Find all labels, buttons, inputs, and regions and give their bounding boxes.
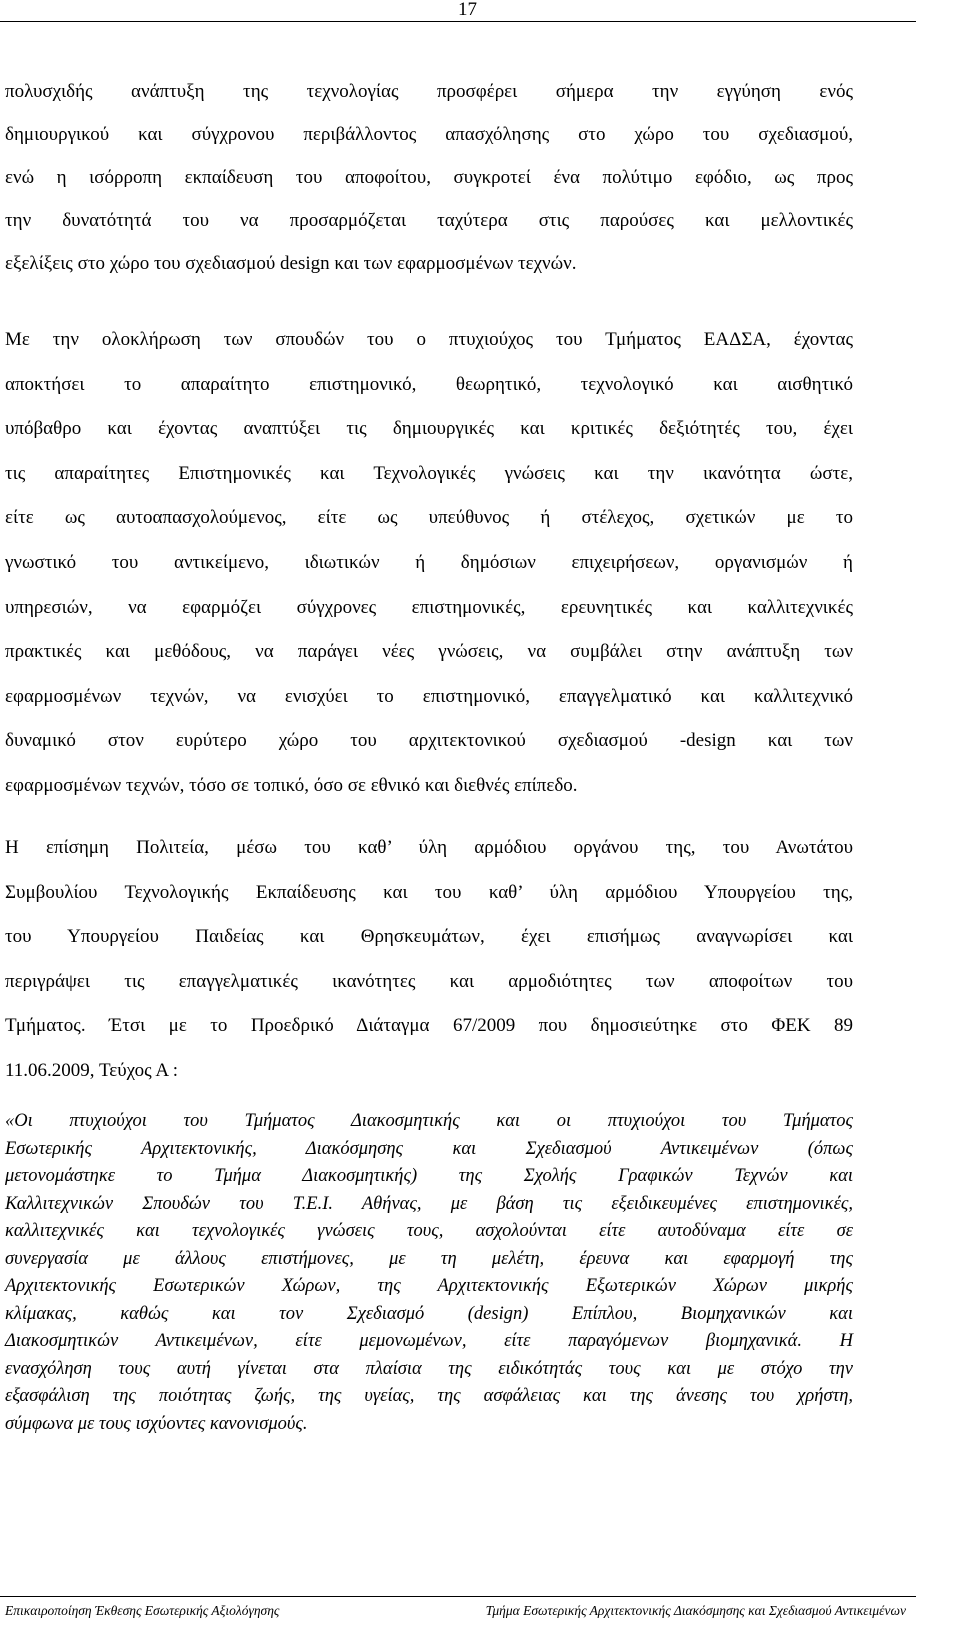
- text-line: Με την ολοκλήρωση των σπουδών του ο πτυχιούχος του Τμήματος ΕΑΔΣΑ, έχοντας: [5, 329, 853, 350]
- text-line: την δυνατότητά του να προσαρμόζεται ταχύτερα στις παρούσες και μελλοντικές: [5, 210, 853, 231]
- quote-line: σύμφωνα με τους ισχύοντες κανονισμούς.: [5, 1413, 308, 1434]
- decree-quote: [5, 1108, 853, 1438]
- quote-line: μετονομάστηκε το Τμήμα Διακοσμητικής) της Σχολής Γραφικών Τεχνών και: [5, 1166, 853, 1186]
- footer-document-title: Επικαιροποίηση Έκθεσης Εσωτερικής Αξιολόγησης: [5, 1603, 280, 1618]
- footer-department-name: Τμήμα Εσωτερικής Αρχιτεκτονικής Διακόσμησης και Σχεδιασμού Αντικειμένων: [485, 1603, 906, 1618]
- paragraph-graduate-profile: [5, 318, 853, 809]
- text-line: πολυσχιδής ανάπτυξη της τεχνολογίας προσφέρει σήμερα την εγγύηση ενός: [5, 81, 853, 102]
- text-line: είτε ως αυτοαπασχολούμενος, είτε ως υπεύθυνος ή στέλεχος, σχετικών με το: [5, 507, 853, 529]
- text-line: εφαρμοσμένων τεχνών, τόσο σε τοπικό, όσο σε εθνικό και διεθνές επίπεδο.: [5, 774, 578, 796]
- header-rule: [0, 21, 916, 22]
- quote-line: εξασφάλιση της ποιότητας ζωής, της υγείας, της ασφάλειας και της άνεσης του χρήστη,: [5, 1386, 853, 1406]
- quote-line: Εσωτερικής Αρχιτεκτονικής, Διακόσμησης και Σχεδιασμού Αντικειμένων (όπως: [5, 1138, 853, 1159]
- footer-rule: [0, 1596, 916, 1597]
- quote-line: «Οι πτυχιούχοι του Τμήματος Διακοσμητικής και οι πτυχιούχοι του Τμήματος: [5, 1111, 853, 1131]
- quote-line: καλλιτεχνικές και τεχνολογικές γνώσεις τους, ασχολούνται είτε αυτοδύναμα είτε σε: [5, 1221, 853, 1241]
- text-line: υπηρεσιών, να εφαρμόζει σύγχρονες επιστημονικές, ερευνητικές και καλλιτεχνικές: [5, 596, 853, 618]
- text-line: Η επίσημη Πολιτεία, μέσω του καθ’ ύλη αρμόδιου οργάνου της, του Ανωτάτου: [5, 837, 853, 858]
- text-line: εφαρμοσμένων τεχνών, να ενισχύει το επιστημονικό, επαγγελματικό και καλλιτεχνικό: [5, 685, 853, 707]
- quote-line: ενασχόληση τους αυτή γίνεται στα πλαίσια της ειδικότητάς τους και με στόχο την: [5, 1358, 853, 1379]
- quote-line: κλίμακας, καθώς και τον Σχεδιασμό (design) Επίπλου, Βιομηχανικών και: [5, 1303, 853, 1324]
- quote-line: Διακοσμητικών Αντικειμένων, είτε μεμονωμένων, είτε παραγόμενων βιομηχανικά. Η: [5, 1331, 853, 1351]
- quote-line: Καλλιτεχνικών Σπουδών του Τ.Ε.Ι. Αθήνας, με βάση τις εξειδικευμένες επιστημονικές,: [5, 1193, 853, 1214]
- text-line: Τμήματος. Έτσι με το Προεδρικό Διάταγμα 67/2009 που δημοσιεύτηκε στο ΦΕΚ 89: [5, 1015, 853, 1036]
- text-line: αποκτήσει το απαραίτητο επιστημονικό, θεωρητικό, τεχνολογικό και αισθητικό: [5, 373, 853, 395]
- text-line: τις απαραίτητες Επιστημονικές και Τεχνολογικές γνώσεις και την ικανότητα ώστε,: [5, 462, 853, 484]
- paragraph-official-recognition: [5, 826, 853, 1093]
- text-line: εξελίξεις στο χώρο του σχεδιασμού design και των εφαρμοσμένων τεχνών.: [5, 253, 577, 274]
- text-line: γνωστικό του αντικείμενο, ιδιωτικών ή δημόσιων επιχειρήσεων, οργανισμών ή: [5, 551, 853, 573]
- text-line: δυναμικό στον ευρύτερο χώρο του αρχιτεκτονικού σχεδιασμού -design και των: [5, 730, 853, 752]
- page-number: 17: [458, 0, 477, 20]
- paragraph-design-development: [5, 70, 853, 285]
- quote-line: Αρχιτεκτονικής Εσωτερικών Χώρων, της Αρχιτεκτονικής Εξωτερικών Χώρων μικρής: [5, 1276, 853, 1296]
- text-line: δημιουργικού και σύγχρονου περιβάλλοντος απασχόλησης στο χώρο του σχεδιασμού,: [5, 124, 853, 145]
- text-line: του Υπουργείου Παιδείας και Θρησκευμάτων, έχει επισήμως αναγνωρίσει και: [5, 926, 853, 947]
- text-line: υπόβαθρο και έχοντας αναπτύξει τις δημιουργικές και κριτικές δεξιότητές του, έχει: [5, 418, 853, 440]
- text-line: ενώ η ισόρροπη εκπαίδευση του αποφοίτου, συγκροτεί ένα πολύτιμο εφόδιο, ως προς: [5, 167, 853, 188]
- quote-line: συνεργασία με άλλους επιστήμονες, με τη μελέτη, έρευνα και εφαρμογή της: [5, 1248, 853, 1269]
- text-line: 11.06.2009, Τεύχος Α :: [5, 1059, 179, 1081]
- text-line: Συμβουλίου Τεχνολογικής Εκπαίδευσης και του καθ’ ύλη αρμόδιου Υπουργείου της,: [5, 881, 853, 903]
- text-line: πρακτικές και μεθόδους, να παράγει νέες γνώσεις, να συμβάλει στην ανάπτυξη των: [5, 641, 853, 663]
- text-line: περιγράψει τις επαγγελματικές ικανότητες και αρμοδιότητες των αποφοίτων του: [5, 970, 853, 992]
